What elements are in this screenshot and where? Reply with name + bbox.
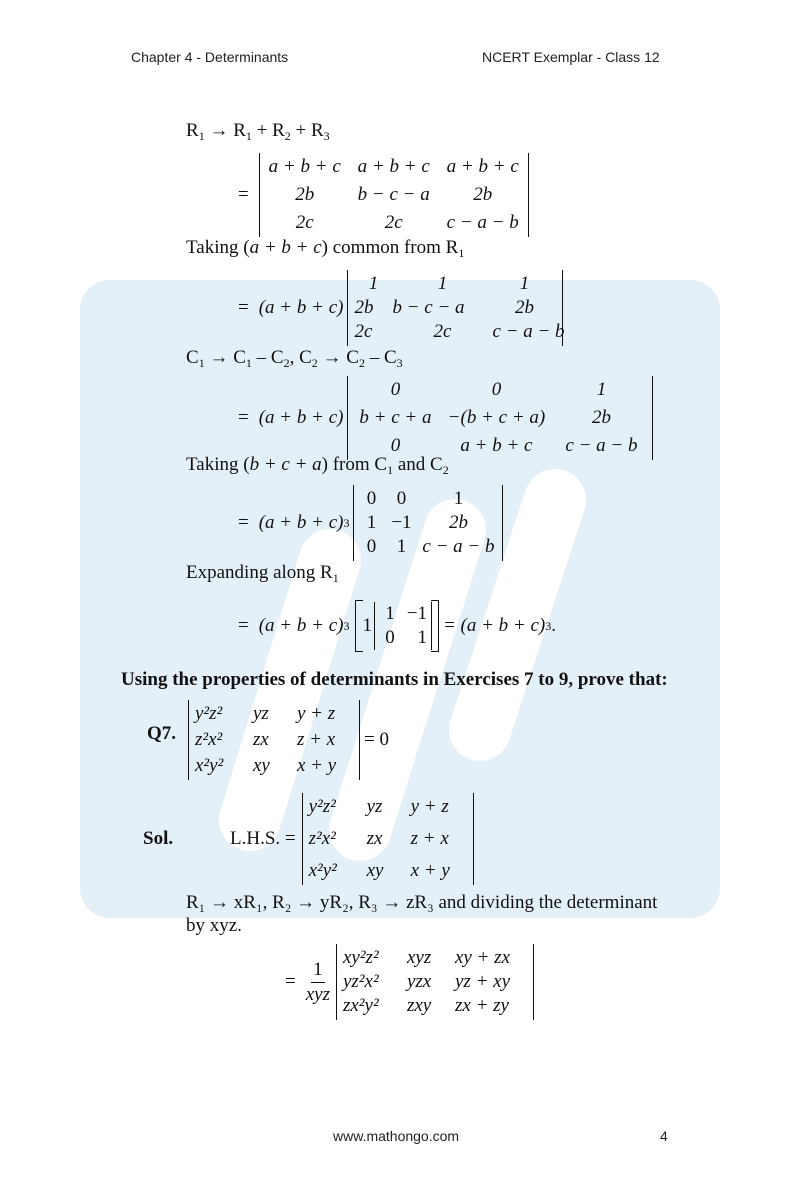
question-7-equation: y²z² yz y + z z²x² zx z + x x²y² xy x + y = 0 [188,700,389,780]
equation-step-5: = (a + b + c) 3 1 1 −1 0 1 = (a + b + c) 3 . [238,600,556,652]
question-determinant: y²z² yz y + z z²x² zx z + x x²y² xy x + y [188,700,360,780]
square-bracket: 1 1 −1 0 1 [355,600,439,652]
determinant-1: a + b + c a + b + c a + b + c 2b b − c − a 2b 2c 2c c − a − b [259,153,529,237]
solution-determinant-2: xy²z² xyz xy + zx yz²x² yzx yz + xy zx²y² zxy zx + zy [336,944,534,1020]
expanding-line: Expanding along $R_1$ [186,562,339,585]
footer-url[interactable]: www.mathongo.com [333,1128,460,1144]
page-number: 4 [660,1128,668,1144]
equation-step-2: = (a + b + c) 1 1 1 2b b − c − a 2b 2c 2c c − a − b [238,270,563,346]
row-operation-1: $R_1 \to R_1 + R_2 + R_3$ [186,120,330,143]
column-operation-line: $C_1 \to C_1 - C_2$, $C_2 \to C_2 - C_3$ [186,347,403,370]
solution-operation-line-1: R₁ → xR₁, R₂ → yR₂, R₃ → zR₃ and dividing the determinant [186,892,658,913]
header-chapter: Chapter 4 - Determinants [131,49,289,65]
solution-operation-line-2: by xyz. [186,915,242,936]
taking-factor-line: Taking (b + c + a) from $C_1$ and $C_2$ [186,454,449,477]
equation-step-4: = (a + b + c) 3 0 0 1 1 −1 2b 0 1 c − a − b [238,485,503,561]
solution-equation-2: = $\frac{1}{\text{xyz}}$ xy²z² xyz xy + zx yz²x² yzx yz + xy zx²y² zxy zx + zy [285,944,534,1020]
equation-step-1: = a + b + c a + b + c a + b + c 2b b − c − a 2b 2c 2c c − a − b [238,153,529,237]
determinant-5: 1 −1 0 1 [374,602,432,650]
solution-determinant: y²z² yz y + z z²x² zx z + x x²y² xy x + y [302,793,474,885]
determinant-4: 0 0 1 1 −1 2b 0 1 c − a − b [353,485,503,561]
solution-lhs: L.H.S. = y²z² yz y + z z²x² zx z + x x²y² xy x + y [230,793,474,885]
fraction-one-over-xyz: $\frac{1}{\text{xyz}}$ [305,958,330,1005]
solution-label: Sol. [143,828,174,849]
determinant-3: 0 0 1 b + c + a −(b + c + a) 2b 0 a + b + c c − a − b [347,376,653,460]
header-book: NCERT Exemplar - Class 12 [482,49,660,65]
equation-step-3: = (a + b + c) 0 0 1 b + c + a −(b + c + a) 2b 0 a + b + c c − a − b [238,376,653,460]
question-label: Q7. [147,723,177,744]
exercise-instruction: Using the properties of determinants in Exercises 7 to 9, prove that: [121,669,668,690]
determinant-2: 1 1 1 2b b − c − a 2b 2c 2c c − a − b [347,270,563,346]
taking-common-line: Taking (a + b + c) common from $R_1$ [186,237,465,260]
